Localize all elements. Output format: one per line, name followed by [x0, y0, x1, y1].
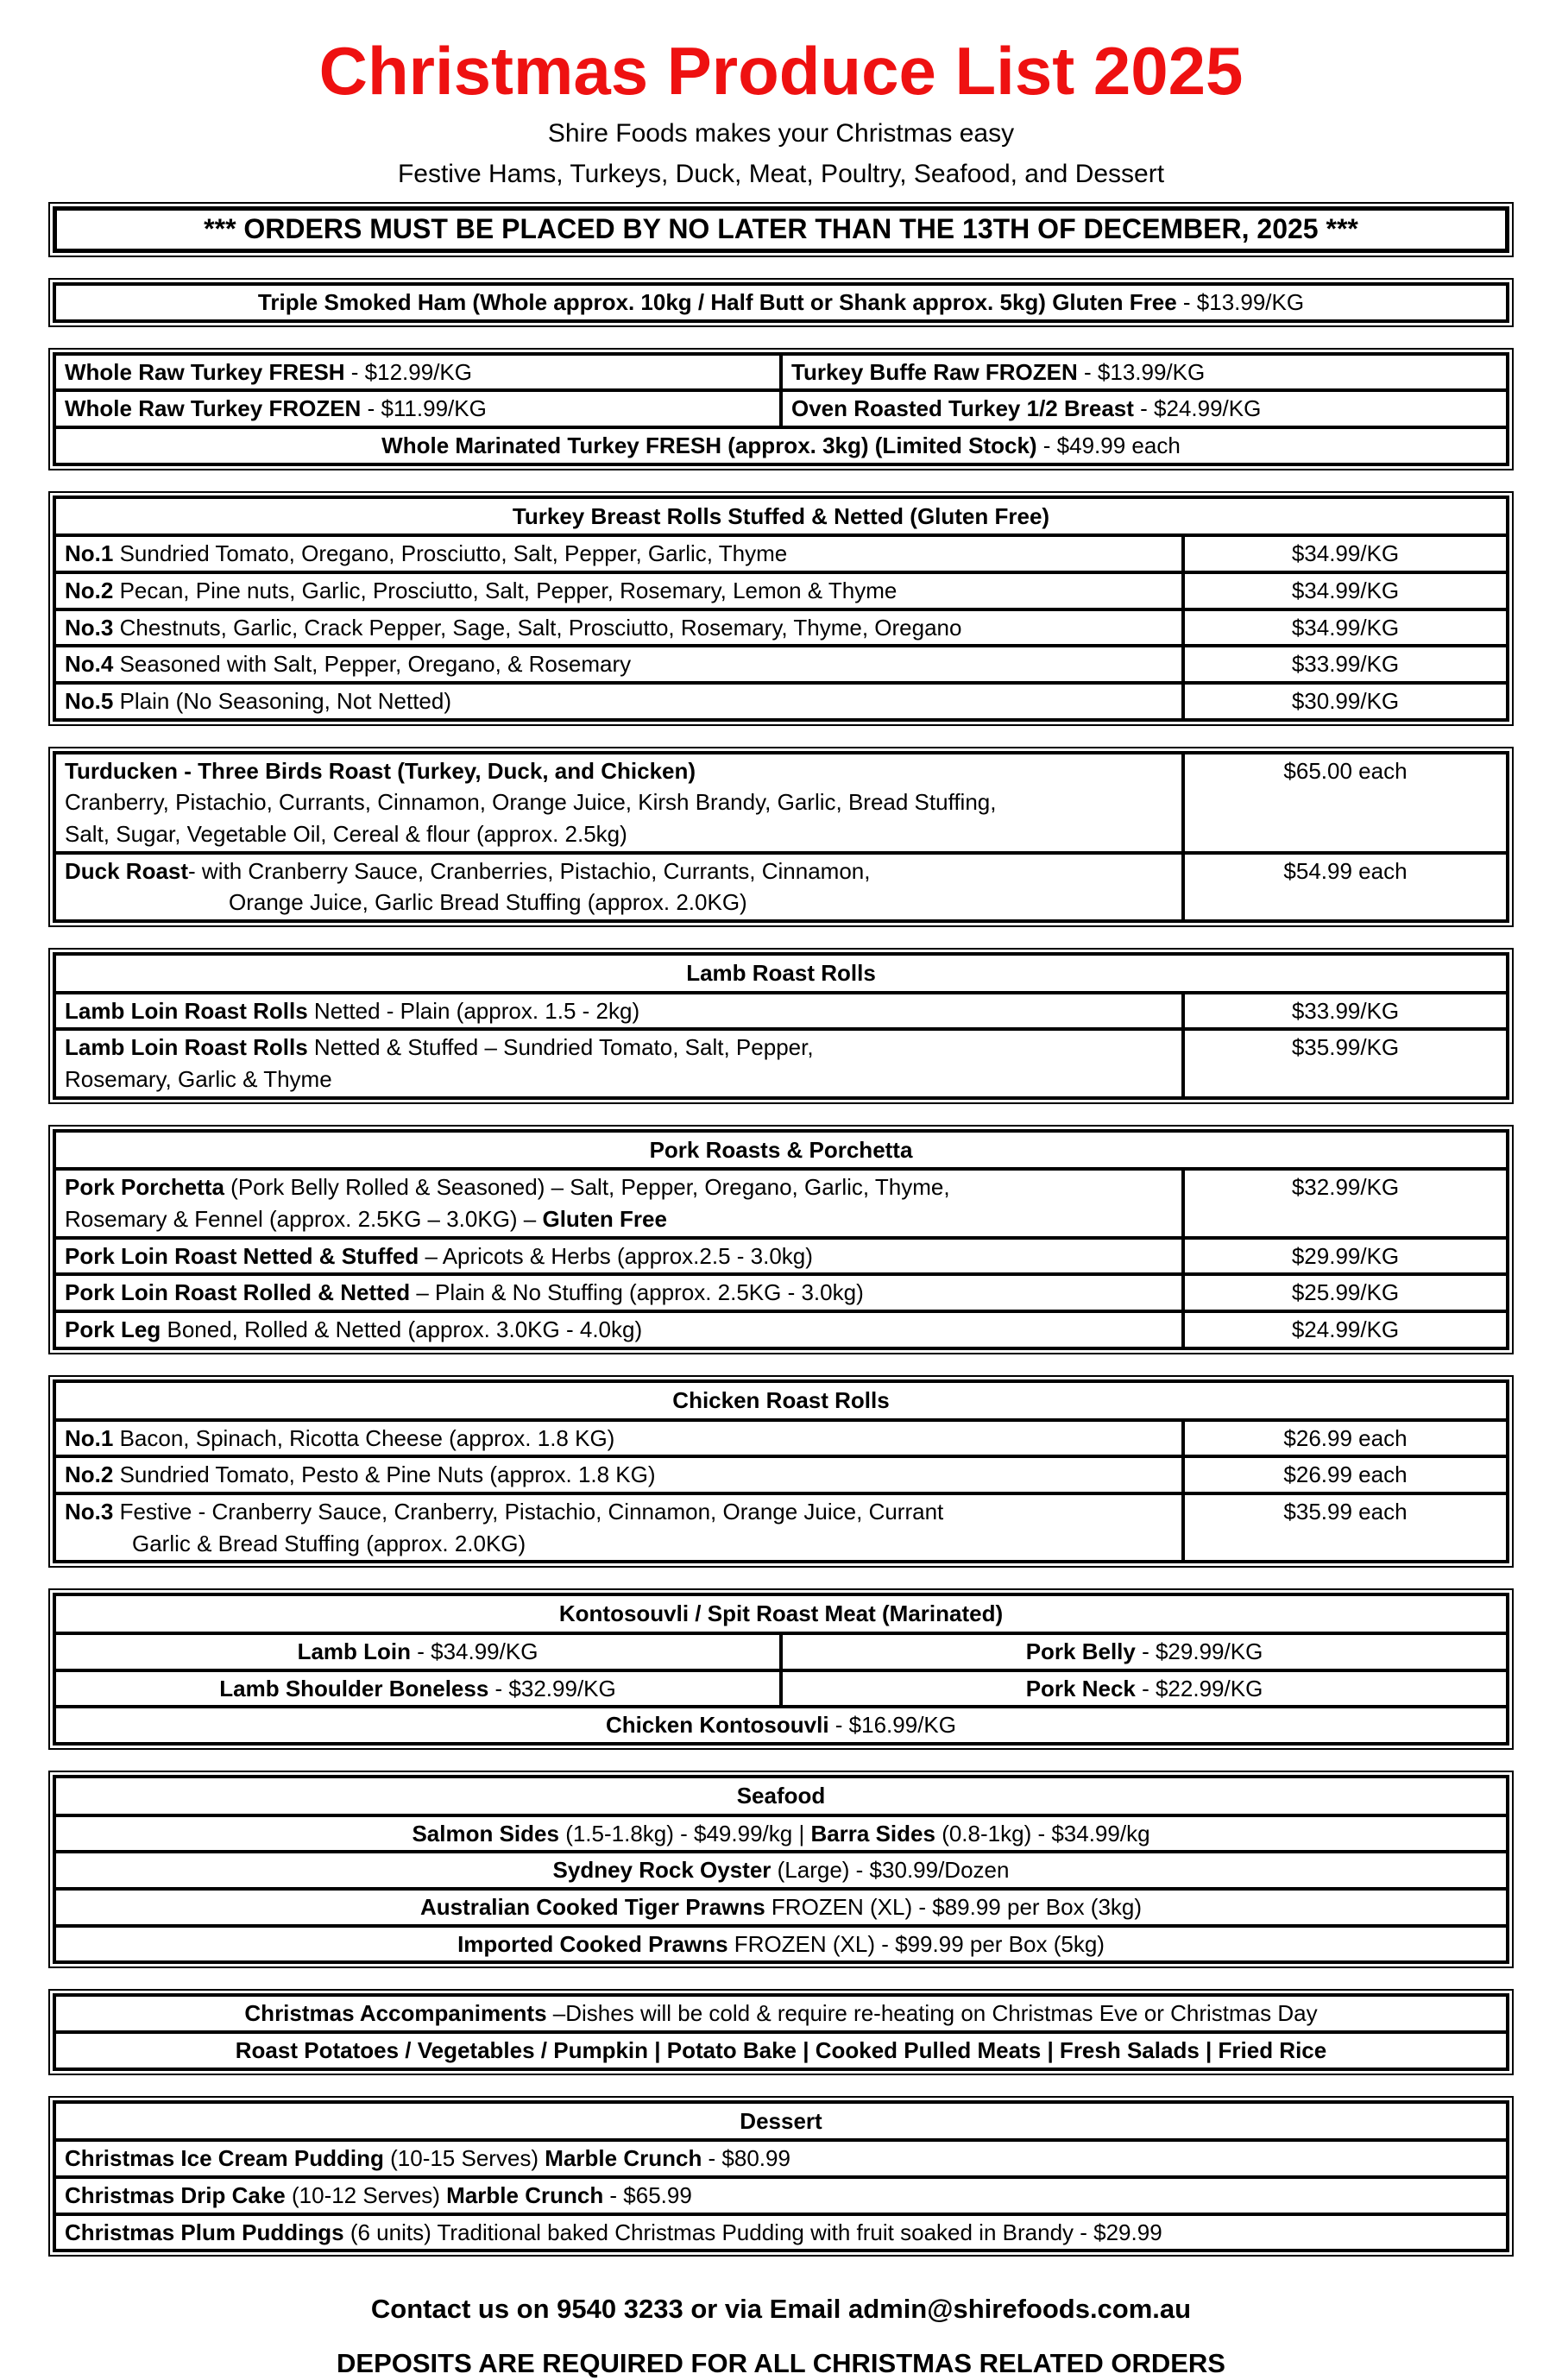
bold-text-segment: Turducken - Three Birds Roast (Turkey, Duck, and Chicken)	[65, 757, 696, 784]
text-segment: Bacon, Spinach, Ricotta Cheese (approx. 1.8 KG)	[119, 1424, 615, 1451]
table-row	[54, 1169, 1508, 1237]
item-price-cell: $30.99/KG	[1183, 683, 1508, 720]
pork-price-table	[53, 1129, 1509, 1350]
item-cell	[54, 1852, 1508, 1889]
table-row	[54, 1633, 1508, 1670]
text-segment: –Dishes will be cold & require re-heating on Christmas Eve or Christmas Day	[552, 2000, 1318, 2027]
text-segment: – Plain & No Stuffing (approx. 2.5KG - 3.0kg)	[416, 1279, 864, 1306]
bold-text-segment: Duck Roast	[65, 857, 189, 884]
table-row	[54, 993, 1508, 1030]
table-row	[54, 354, 1508, 391]
turducken-price-table	[53, 751, 1509, 923]
item-description-cell	[54, 1238, 1183, 1275]
item-cell	[54, 1670, 781, 1708]
table-row	[54, 1238, 1508, 1275]
bold-text-segment: Salmon Sides	[412, 1820, 566, 1847]
item-price-cell: $34.99/KG	[1183, 609, 1508, 647]
ham-table	[48, 278, 1514, 327]
section-header-row	[54, 1131, 1508, 1170]
description-line	[65, 1034, 1173, 1061]
order-deadline-banner	[48, 202, 1514, 257]
text-segment: Cranberry, Pistachio, Currants, Cinnamon, Orange Juice, Kirsh Brandy, Garlic, Bread Stuffing,	[65, 789, 997, 816]
table-row	[54, 646, 1508, 683]
chicken-roast-rolls-table	[48, 1375, 1514, 1568]
item-description-cell	[54, 1029, 1183, 1097]
text-segment: Rosemary, Garlic & Thyme	[65, 1066, 332, 1093]
text-segment: (1.5-1.8kg) - $49.99/kg |	[565, 1820, 811, 1847]
bold-text-segment: Whole Marinated Turkey FRESH (approx. 3kg) (Limited Stock)	[381, 432, 1043, 459]
text-segment: (0.8-1kg) - $34.99/kg	[942, 1820, 1150, 1847]
bold-text-segment: Marble Crunch	[446, 2181, 610, 2208]
ham-price-table	[53, 282, 1509, 323]
table-row	[54, 2140, 1508, 2177]
bold-text-segment: Oven Roasted Turkey 1/2 Breast	[791, 395, 1141, 422]
bold-text-segment: No.3	[65, 1498, 120, 1525]
dessert-table	[48, 2096, 1514, 2257]
description-line	[65, 578, 1173, 604]
description-line	[65, 1531, 1173, 1557]
bold-text-segment: Pork Leg	[65, 1316, 167, 1343]
bold-text-segment: No.2	[65, 578, 120, 604]
table-row	[54, 1029, 1508, 1097]
bold-text-segment: Pork Loin Roast Netted & Stuffed	[65, 1242, 425, 1269]
description-line	[65, 1066, 1173, 1093]
order-deadline-text: *** ORDERS MUST BE PLACED BY NO LATER THAN THE 13TH OF DECEMBER, 2025 ***	[53, 206, 1509, 253]
item-price-cell: $65.00 each	[1183, 753, 1508, 853]
table-row	[54, 1852, 1508, 1889]
accompaniments-info-table	[53, 1993, 1509, 2070]
bold-text-segment: Lamb Loin Roast Rolls	[65, 1034, 314, 1061]
item-description-cell	[54, 1274, 1183, 1311]
item-price-cell: $35.99/KG	[1183, 1029, 1508, 1097]
bold-text-segment: Pork Porchetta	[65, 1174, 231, 1201]
lamb-price-table	[53, 952, 1509, 1100]
item-description-cell	[54, 1456, 1183, 1493]
description-line	[65, 1279, 1173, 1306]
section-title-seafood: Seafood	[54, 1777, 1508, 1815]
item-cell	[781, 1633, 1508, 1670]
page-footer	[48, 2293, 1514, 2379]
item-price-cell: $25.99/KG	[1183, 1274, 1508, 1311]
item-cell	[54, 354, 781, 391]
bold-text-segment: Whole Raw Turkey FRESH	[65, 358, 351, 385]
text-segment: (Pork Belly Rolled & Seasoned) – Salt, Pepper, Oregano, Garlic, Thyme,	[230, 1174, 950, 1201]
bold-text-segment: Turkey Buffe Raw FROZEN	[791, 358, 1085, 385]
item-description-cell	[54, 535, 1183, 572]
item-cell	[54, 1707, 1508, 1744]
table-row	[54, 1926, 1508, 1963]
item-description-cell	[54, 1169, 1183, 1237]
item-cell	[54, 2177, 1508, 2214]
section-title-turkey-rolls: Turkey Breast Rolls Stuffed & Netted (Gluten Free)	[54, 497, 1508, 536]
item-cell	[54, 2140, 1508, 2177]
bold-text-segment: Imported Cooked Prawns	[457, 1930, 734, 1957]
bold-text-segment: Lamb Loin	[297, 1638, 418, 1664]
deposit-notice: DEPOSITS ARE REQUIRED FOR ALL CHRISTMAS RELATED ORDERS	[337, 2348, 1225, 2379]
text-segment: (Large) - $30.99/Dozen	[777, 1857, 1010, 1884]
item-description-cell	[54, 853, 1183, 921]
text-segment: Garlic & Bread Stuffing (approx. 2.0KG)	[132, 1530, 526, 1556]
bold-text-segment: No.1	[65, 1424, 120, 1451]
table-row	[54, 853, 1508, 921]
lamb-roast-rolls-table	[48, 948, 1514, 1104]
section-header-row	[54, 1381, 1508, 1420]
description-line	[65, 1174, 1173, 1201]
text-segment: - $22.99/KG	[1142, 1675, 1263, 1701]
table-row	[54, 572, 1508, 609]
kontosouvli-price-table	[53, 1593, 1509, 1746]
bold-text-segment: Australian Cooked Tiger Prawns	[419, 1893, 772, 1920]
item-cell	[54, 427, 1508, 464]
bold-text-segment: Gluten Free	[542, 1206, 667, 1233]
text-segment: - $80.99	[708, 2145, 790, 2172]
section-title-kontosouvli: Kontosouvli / Spit Roast Meat (Marinated)	[54, 1594, 1508, 1633]
bold-text-segment: Christmas Ice Cream Pudding	[65, 2145, 391, 2172]
item-cell	[54, 1815, 1508, 1853]
pork-roasts-table	[48, 1125, 1514, 1354]
bold-text-segment: Pork Belly	[1025, 1638, 1143, 1664]
item-cell	[54, 284, 1508, 321]
turkey-breast-rolls-table	[48, 491, 1514, 726]
turducken-table	[48, 747, 1514, 927]
bold-text-segment: No.3	[65, 614, 120, 641]
item-cell	[781, 354, 1508, 391]
dessert-price-table	[53, 2100, 1509, 2253]
item-description-cell	[54, 683, 1183, 720]
item-price-cell: $34.99/KG	[1183, 535, 1508, 572]
item-description-cell	[54, 753, 1183, 853]
text-segment: Sundried Tomato, Pesto & Pine Nuts (approx. 1.8 KG)	[119, 1461, 656, 1488]
description-line	[65, 789, 1173, 816]
text-segment: Pecan, Pine nuts, Garlic, Prosciutto, Salt, Pepper, Rosemary, Lemon & Thyme	[119, 578, 898, 604]
bold-text-segment: Lamb Loin Roast Rolls	[65, 997, 314, 1024]
item-description-cell	[54, 1493, 1183, 1562]
text-segment: (10-12 Serves)	[291, 2181, 447, 2208]
section-title-dessert: Dessert	[54, 2102, 1508, 2141]
text-segment: - $65.99	[609, 2181, 692, 2208]
table-row	[54, 1420, 1508, 1457]
table-row	[54, 2032, 1508, 2069]
table-row	[54, 1995, 1508, 2032]
item-description-cell	[54, 1311, 1183, 1348]
text-segment: Chestnuts, Garlic, Crack Pepper, Sage, Salt, Prosciutto, Rosemary, Thyme, Oregano	[119, 614, 962, 641]
description-line	[65, 1499, 1173, 1525]
item-cell	[54, 1995, 1508, 2032]
text-segment: - with Cranberry Sauce, Cranberries, Pistachio, Currants, Cinnamon,	[188, 857, 871, 884]
text-segment: (10-15 Serves)	[390, 2145, 545, 2172]
text-segment: Boned, Rolled & Netted (approx. 3.0KG - 4.0kg)	[167, 1316, 643, 1343]
bold-text-segment: Roast Potatoes / Vegetables / Pumpkin | Potato Bake | Cooked Pulled Meats | Fresh Salads | Fried Rice	[235, 2036, 1327, 2063]
description-line	[65, 1425, 1173, 1452]
text-segment: FROZEN (XL) - $89.99 per Box (3kg)	[771, 1893, 1143, 1920]
text-segment: - $13.99/KG	[1182, 289, 1305, 316]
text-segment: - $16.99/KG	[835, 1712, 956, 1739]
bold-text-segment: Marble Crunch	[545, 2145, 709, 2172]
item-price-cell: $35.99 each	[1183, 1493, 1508, 1562]
table-row	[54, 609, 1508, 647]
text-segment: (6 units) Traditional baked Christmas Pudding with fruit soaked in Brandy - $29.99	[350, 2219, 1162, 2245]
bold-text-segment: Chicken Kontosouvli	[605, 1712, 835, 1739]
table-row	[54, 1274, 1508, 1311]
contact-line: Contact us on 9540 3233 or via Email admin@shirefoods.com.au	[370, 2294, 1192, 2325]
bold-text-segment: Christmas Accompaniments	[244, 2000, 553, 2027]
text-segment: Orange Juice, Garlic Bread Stuffing (approx. 2.0KG)	[229, 889, 747, 916]
description-line	[65, 615, 1173, 641]
text-segment: - $29.99/KG	[1142, 1638, 1263, 1664]
section-header-row	[54, 497, 1508, 536]
description-line	[65, 758, 1173, 785]
seafood-table	[48, 1771, 1514, 1968]
description-line	[65, 998, 1173, 1025]
item-cell	[54, 390, 781, 427]
item-cell	[781, 1670, 1508, 1708]
turkey-price-table	[53, 352, 1509, 466]
description-line	[65, 540, 1173, 567]
table-row	[54, 1493, 1508, 1562]
text-segment: - $49.99 each	[1042, 432, 1181, 459]
text-segment: Sundried Tomato, Oregano, Prosciutto, Salt, Pepper, Garlic, Thyme	[119, 540, 788, 567]
text-segment: - $12.99/KG	[350, 358, 472, 385]
bold-text-segment: Barra Sides	[810, 1820, 942, 1847]
description-line	[65, 1461, 1173, 1488]
table-row	[54, 2214, 1508, 2251]
turkey-breast-rolls-price-table	[53, 496, 1509, 722]
table-row	[54, 1311, 1508, 1348]
chicken-price-table	[53, 1379, 1509, 1563]
item-description-cell	[54, 993, 1183, 1030]
text-segment: - $32.99/KG	[494, 1675, 616, 1701]
item-price-cell: $33.99/KG	[1183, 993, 1508, 1030]
description-line	[65, 651, 1173, 678]
bold-text-segment: Pork Neck	[1025, 1675, 1143, 1701]
item-price-cell: $32.99/KG	[1183, 1169, 1508, 1237]
page-title: Christmas Produce List 2025	[318, 33, 1244, 109]
table-row	[54, 284, 1508, 321]
table-row	[54, 1889, 1508, 1926]
table-row	[54, 1670, 1508, 1708]
text-segment: - $11.99/KG	[367, 395, 487, 422]
text-segment: – Apricots & Herbs (approx.2.5 - 3.0kg)	[425, 1242, 813, 1269]
table-row	[54, 535, 1508, 572]
section-header-row	[54, 954, 1508, 993]
bold-text-segment: No.5	[65, 688, 120, 715]
item-description-cell	[54, 646, 1183, 683]
bold-text-segment: Pork Loin Roast Rolled & Netted	[65, 1279, 417, 1306]
text-segment: FROZEN (XL) - $99.99 per Box (5kg)	[734, 1930, 1105, 1957]
text-segment: - $13.99/KG	[1084, 358, 1206, 385]
description-line	[65, 1206, 1173, 1233]
table-row	[54, 1707, 1508, 1744]
subtitle-line-2: Festive Hams, Turkeys, Duck, Meat, Poultry, Seafood, and Dessert	[397, 160, 1165, 189]
table-row	[54, 683, 1508, 720]
text-segment: Seasoned with Salt, Pepper, Oregano, & Rosemary	[119, 651, 632, 678]
item-cell	[54, 2032, 1508, 2069]
item-price-cell: $54.99 each	[1183, 853, 1508, 921]
item-cell	[54, 2214, 1508, 2251]
bold-text-segment: No.4	[65, 651, 120, 678]
item-price-cell: $34.99/KG	[1183, 572, 1508, 609]
item-description-cell	[54, 609, 1183, 647]
table-row	[54, 753, 1508, 853]
text-segment: Rosemary & Fennel (approx. 2.5KG – 3.0KG) –	[65, 1206, 543, 1233]
item-price-cell: $24.99/KG	[1183, 1311, 1508, 1348]
item-price-cell: $29.99/KG	[1183, 1238, 1508, 1275]
table-row	[54, 2177, 1508, 2214]
text-segment: - $24.99/KG	[1140, 395, 1262, 422]
text-segment: Netted - Plain (approx. 1.5 - 2kg)	[313, 997, 640, 1024]
kontosouvli-table	[48, 1588, 1514, 1750]
item-cell	[54, 1633, 781, 1670]
section-title-pork: Pork Roasts & Porchetta	[54, 1131, 1508, 1170]
item-cell	[781, 390, 1508, 427]
section-header-row	[54, 1777, 1508, 1815]
bold-text-segment: Whole Raw Turkey FROZEN	[65, 395, 368, 422]
description-line	[65, 688, 1173, 715]
bold-text-segment: Sydney Rock Oyster	[552, 1857, 778, 1884]
item-price-cell: $33.99/KG	[1183, 646, 1508, 683]
section-header-row	[54, 2102, 1508, 2141]
item-description-cell	[54, 1420, 1183, 1457]
description-line	[65, 889, 1173, 916]
text-segment: Festive - Cranberry Sauce, Cranberry, Pistachio, Cinnamon, Orange Juice, Currant	[119, 1498, 944, 1525]
table-row	[54, 427, 1508, 464]
bold-text-segment: No.1	[65, 540, 120, 567]
section-header-row	[54, 1594, 1508, 1633]
section-title-chicken: Chicken Roast Rolls	[54, 1381, 1508, 1420]
text-segment: Netted & Stuffed – Sundried Tomato, Salt, Pepper,	[313, 1034, 814, 1061]
item-cell	[54, 1926, 1508, 1963]
text-segment: - $34.99/KG	[417, 1638, 539, 1664]
bold-text-segment: No.2	[65, 1461, 120, 1488]
description-line	[65, 1316, 1173, 1343]
table-row	[54, 390, 1508, 427]
description-line	[65, 821, 1173, 848]
description-line	[65, 1243, 1173, 1270]
bold-text-segment: Christmas Drip Cake	[65, 2181, 292, 2208]
turkey-table	[48, 348, 1514, 470]
item-price-cell: $26.99 each	[1183, 1420, 1508, 1457]
seafood-price-table	[53, 1775, 1509, 1964]
item-price-cell: $26.99 each	[1183, 1456, 1508, 1493]
text-segment: Salt, Sugar, Vegetable Oil, Cereal & flour (approx. 2.5kg)	[65, 821, 627, 848]
text-segment: Plain (No Seasoning, Not Netted)	[119, 688, 452, 715]
table-row	[54, 1456, 1508, 1493]
accompaniments-table	[48, 1989, 1514, 2074]
bold-text-segment: Lamb Shoulder Boneless	[219, 1675, 495, 1701]
table-row	[54, 1815, 1508, 1853]
item-description-cell	[54, 572, 1183, 609]
description-line	[65, 858, 1173, 885]
bold-text-segment: Christmas Plum Puddings	[65, 2219, 350, 2245]
subtitle-line-1: Shire Foods makes your Christmas easy	[547, 119, 1015, 148]
item-cell	[54, 1889, 1508, 1926]
bold-text-segment: Triple Smoked Ham (Whole approx. 10kg / Half Butt or Shank approx. 5kg) Gluten Free	[257, 289, 1183, 316]
section-title-lamb: Lamb Roast Rolls	[54, 954, 1508, 993]
